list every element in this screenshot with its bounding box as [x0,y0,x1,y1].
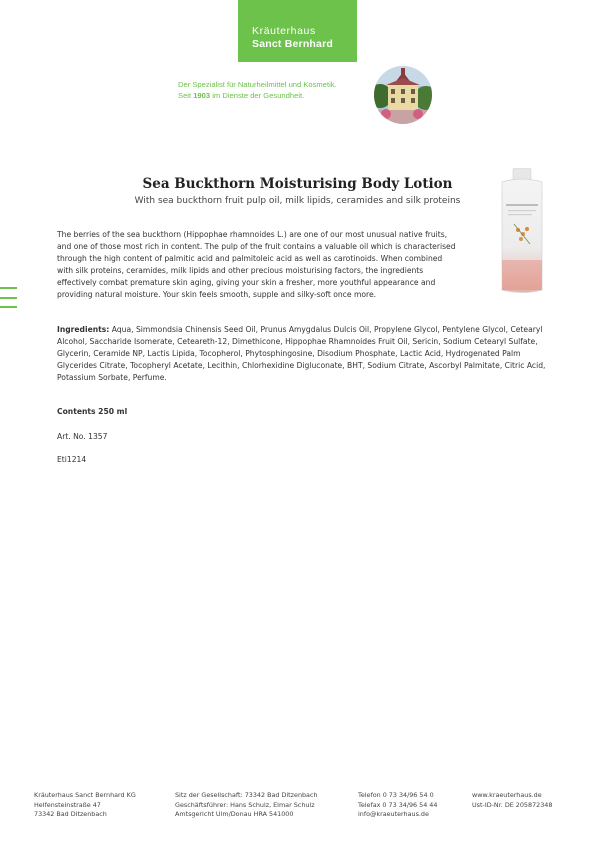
footer-contact [358,791,437,820]
page-margin-mark [0,287,17,289]
tagline-line-1: Der Spezialist für Naturheilmittel und Kosmetik. [178,80,337,89]
footer-line: Amtsgericht Ulm/Donau HRA 541000 [175,810,294,818]
tagline-line-2 [178,91,378,100]
footer-line: Sitz der Gesellschaft: 73342 Bad Ditzenbach [175,791,318,799]
footer-line: 73342 Bad Ditzenbach [34,810,107,818]
tagline-prefix: Seit [178,91,194,100]
product-bottle-image [494,168,550,296]
tagline-year: 1903 [193,91,211,100]
logo-line-2: Sanct Bernhard [252,38,333,50]
footer-company-address [34,791,136,820]
product-title: Sea Buckthorn Moisturising Body Lotion [142,176,453,192]
footer-email[interactable]: info@kraeuterhaus.de [358,810,429,818]
footer-website[interactable]: www.kraeuterhaus.de [472,791,542,799]
ingredients-label: Ingredients: [57,325,110,334]
ingredients-block [57,324,547,384]
footer-line: Helfensteinstraße 47 [34,800,101,809]
tagline-suffix: im Dienste der Gesundheit. [210,91,305,100]
building-photo [374,66,432,124]
brand-logo [238,0,357,62]
footer-legal-info [175,791,318,820]
footer-line: Geschäftsführer: Hans Schulz, Elmar Schulz [175,800,315,809]
logo-line-1: Kräuterhaus [252,25,316,37]
footer-line: Telefon 0 73 34/96 54 0 [358,791,434,799]
footer-line: Telefax 0 73 34/96 54 44 [358,800,438,809]
page-margin-mark [0,297,17,299]
footer-line: Ust-ID-Nr. DE 205872348 [472,800,553,809]
label-code: Eti1214 [57,455,87,464]
page-margin-mark [0,306,17,308]
product-subtitle: With sea buckthorn fruit pulp oil, milk lipids, ceramides and silk proteins [134,196,461,206]
ingredients-list: Aqua, Simmondsia Chinensis Seed Oil, Prunus Amygdalus Dulcis Oil, Propylene Glycol, Pentylene Glycol, Cetearyl Alcohol, Saccharide Isomerate, Ceteareth-12, Dimethicone, Hippophae Rhamnoides Fruit Oil, Sericin, Sodium Cetearyl Sulfate, Glycerin, Ceramide NP, Lactis Lipida, Tocopherol, Phytosphingosine, Disodium Phosphate, Lactic Acid, Hydrogenated Palm Glycerides Citrate, Tocopheryl Acetate, Lecithin, Chlorhexidine Digluconate, BHT, Sodium Citrate, Ascorbyl Palmitate, Citric Acid, Potassium Sorbate, Perfume. [57,325,546,383]
footer-line: Kräuterhaus Sanct Bernhard KG [34,791,136,799]
article-number: Art. No. 1357 [57,432,108,441]
contents-size: Contents 250 ml [57,407,128,416]
footer-web-tax [472,791,552,810]
product-description: The berries of the sea buckthorn (Hippophae rhamnoides L.) are one of our most unusual native fruits, and one of those most rich in content. The pulp of the fruit contains a valuable oil which is characterised through the high content of palmitic acid and palmitoleic acid as well as carotinoids. When combined with silk proteins, ceramides, milk lipids and other precious moisturising factors, the ingredients effectively combat premature skin aging, giving your skin a fresher, more youthful appearance and providing natural moisture. Your skin feels smooth, supple and silky-soft once more. [57,230,456,300]
